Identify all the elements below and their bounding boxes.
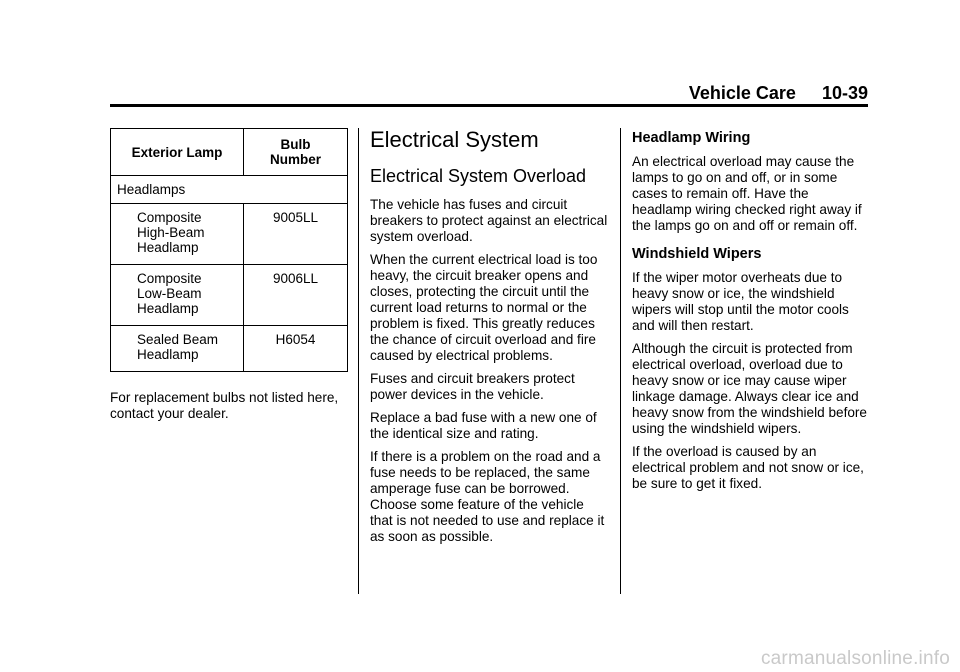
lamp-name-line: Headlamp bbox=[137, 301, 199, 316]
column-middle bbox=[370, 127, 610, 552]
paragraph: Fuses and circuit breakers protect power devices in the vehicle. bbox=[370, 371, 575, 402]
paragraph: Although the circuit is protected from electrical overload, overload due to heavy snow or ice may cause wiper linkage damage. Always clear ice and heavy snow from the windshield before using the windshield wipers. bbox=[632, 341, 867, 436]
paragraph: Replace a bad fuse with a new one of the identical size and rating. bbox=[370, 410, 597, 441]
lamp-name bbox=[111, 204, 244, 265]
header-line: Number bbox=[269, 152, 321, 167]
paragraph: If the overload is caused by an electrical problem and not snow or ice, be sure to get it fixed. bbox=[632, 444, 864, 491]
heading-windshield-wipers: Windshield Wipers bbox=[632, 246, 762, 262]
page-header bbox=[110, 82, 868, 104]
section-heading-electrical-system: Electrical System bbox=[370, 127, 539, 152]
table-row bbox=[111, 204, 348, 265]
section-title: Vehicle Care bbox=[688, 83, 796, 103]
lamp-name-line: Composite bbox=[137, 271, 202, 286]
lamp-name bbox=[111, 265, 244, 326]
column-left bbox=[110, 128, 348, 429]
heading-headlamp-wiring: Headlamp Wiring bbox=[632, 130, 751, 146]
column-divider bbox=[620, 128, 621, 594]
paragraph: If there is a problem on the road and a fuse needs to be replaced, the same amperage fuse can be borrowed. Choose some feature of the vehicle that is not needed to use and replace it as soon as possible. bbox=[370, 449, 605, 544]
lamp-name-line: Sealed Beam bbox=[137, 332, 219, 347]
paragraph: If the wiper motor overheats due to heavy snow or ice, the windshield wipers will stop until the motor cools and will then restart. bbox=[632, 270, 849, 333]
lamp-name-line: Headlamp bbox=[137, 347, 199, 362]
header-rule bbox=[110, 104, 868, 107]
paragraph: An electrical overload may cause the lamps to go on and off, or in some cases to remain off. Have the headlamp wiring checked right away if the lamps go on and off or remain off. bbox=[632, 154, 862, 233]
lamp-name-line: Composite bbox=[137, 210, 202, 225]
bulb-number: H6054 bbox=[244, 326, 348, 372]
column-divider bbox=[358, 128, 359, 594]
watermark: carmanualsonline.info bbox=[760, 648, 950, 669]
group-label-headlamps: Headlamps bbox=[111, 176, 348, 204]
lamp-name-line: High-Beam bbox=[137, 225, 205, 240]
paragraph: When the current electrical load is too heavy, the circuit breaker opens and closes, protecting the circuit until the current load returns to normal or the problem is fixed. This greatly reduces the chance of circuit overload and fire caused by electrical problems. bbox=[370, 252, 598, 363]
lamp-name-line: Low-Beam bbox=[137, 286, 202, 301]
bulb-number: 9005LL bbox=[244, 204, 348, 265]
header-line: Bulb bbox=[280, 137, 311, 152]
lamp-table bbox=[110, 128, 348, 372]
replacement-note: For replacement bulbs not listed here, contact your dealer. bbox=[110, 390, 339, 421]
table-header-row bbox=[111, 129, 348, 176]
paragraph: The vehicle has fuses and circuit breakers to protect against an electrical system overload. bbox=[370, 197, 608, 244]
subheading-electrical-overload: Electrical System Overload bbox=[370, 166, 587, 186]
column-header-exterior-lamp: Exterior Lamp bbox=[111, 129, 244, 176]
table-row bbox=[111, 265, 348, 326]
bulb-number: 9006LL bbox=[244, 265, 348, 326]
column-right bbox=[632, 127, 872, 499]
table-row bbox=[111, 326, 348, 372]
page-number: 10-39 bbox=[821, 83, 868, 103]
lamp-name-line: Headlamp bbox=[137, 240, 199, 255]
column-header-bulb-number bbox=[244, 129, 348, 176]
table-group-row bbox=[111, 176, 348, 204]
lamp-name bbox=[111, 326, 244, 372]
